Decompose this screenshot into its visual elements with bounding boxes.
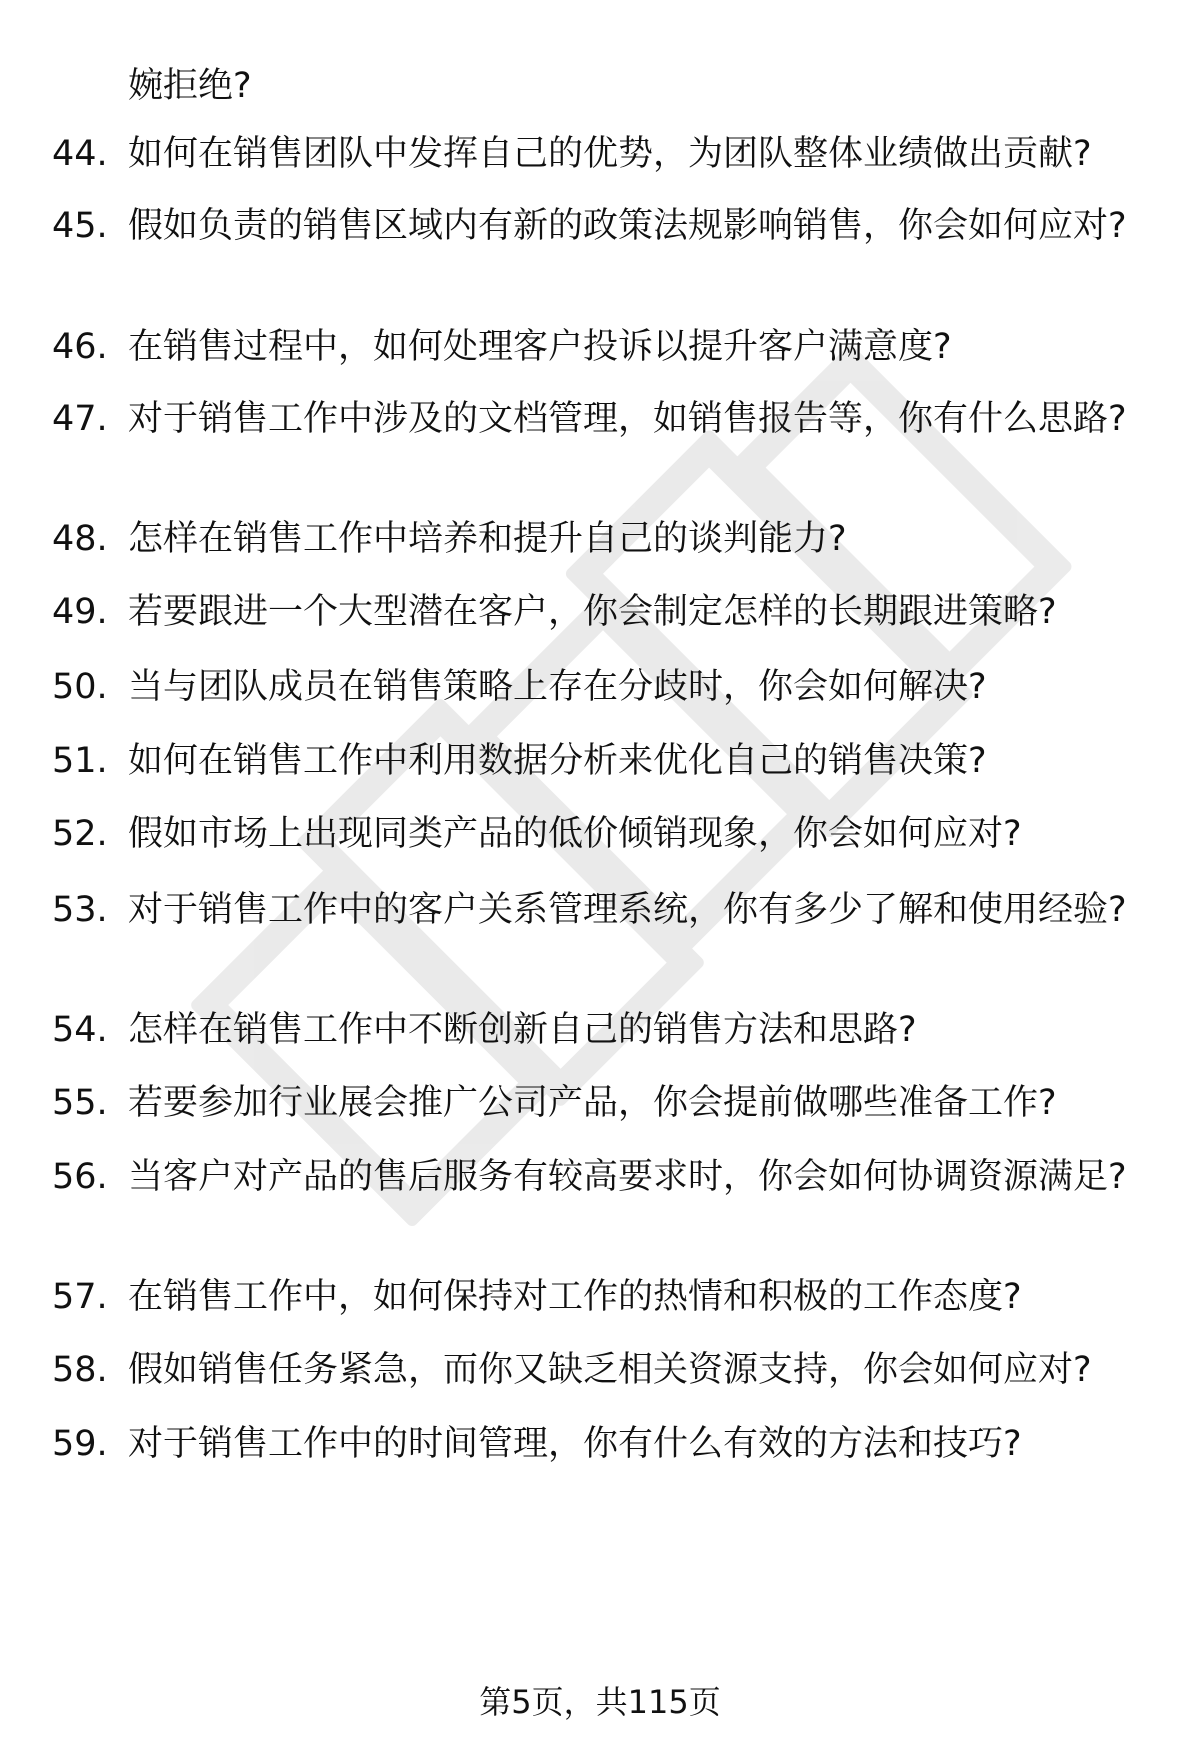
question-number: 52. bbox=[52, 814, 108, 854]
question-number: 53. bbox=[52, 890, 108, 930]
question-text: 假如市场上出现同类产品的低价倾销现象，你会如何应对? bbox=[128, 814, 1022, 854]
question-text: 当客户对产品的售后服务有较高要求时，你会如何协调资源满足? bbox=[128, 1157, 1127, 1197]
question-number: 47. bbox=[52, 399, 108, 439]
page-footer: 第5页，共115页 bbox=[479, 1683, 721, 1721]
question-text: 对于销售工作中涉及的文档管理，如销售报告等，你有什么思路? bbox=[128, 399, 1127, 439]
question-text: 若要跟进一个大型潜在客户，你会制定怎样的长期跟进策略? bbox=[128, 592, 1057, 632]
question-number: 45. bbox=[52, 206, 108, 246]
question-number: 50. bbox=[52, 667, 108, 707]
question-number: 59. bbox=[52, 1424, 108, 1464]
question-number: 57. bbox=[52, 1277, 108, 1317]
question-text: 对于销售工作中的客户关系管理系统，你有多少了解和使用经验? bbox=[128, 890, 1127, 930]
question-text: 如何在销售团队中发挥自己的优势，为团队整体业绩做出贡献? bbox=[128, 134, 1092, 174]
question-text: 若要参加行业展会推广公司产品，你会提前做哪些准备工作? bbox=[128, 1083, 1057, 1123]
question-number: 49. bbox=[52, 592, 108, 632]
question-number: 48. bbox=[52, 519, 108, 559]
question-text: 怎样在销售工作中不断创新自己的销售方法和思路? bbox=[128, 1010, 917, 1050]
question-text: 假如销售任务紧急，而你又缺乏相关资源支持，你会如何应对? bbox=[128, 1350, 1092, 1390]
question-number: 46. bbox=[52, 327, 108, 367]
question-text: 假如负责的销售区域内有新的政策法规影响销售，你会如何应对? bbox=[128, 206, 1127, 246]
question-text: 如何在销售工作中利用数据分析来优化自己的销售决策? bbox=[128, 741, 987, 781]
question-number: 51. bbox=[52, 741, 108, 781]
question-text: 当与团队成员在销售策略上存在分歧时，你会如何解决? bbox=[128, 667, 987, 707]
question-number: 54. bbox=[52, 1010, 108, 1050]
question-text: 对于销售工作中的时间管理，你有什么有效的方法和技巧? bbox=[128, 1424, 1022, 1464]
question-number: 55. bbox=[52, 1083, 108, 1123]
question-text: 在销售过程中，如何处理客户投诉以提升客户满意度? bbox=[128, 327, 952, 367]
question-number: 58. bbox=[52, 1350, 108, 1390]
question-text: 怎样在销售工作中培养和提升自己的谈判能力? bbox=[128, 519, 847, 559]
question-number: 44. bbox=[52, 134, 108, 174]
continuation-text: 婉拒绝? bbox=[128, 66, 252, 106]
question-number: 56. bbox=[52, 1157, 108, 1197]
question-text: 在销售工作中，如何保持对工作的热情和积极的工作态度? bbox=[128, 1277, 1022, 1317]
